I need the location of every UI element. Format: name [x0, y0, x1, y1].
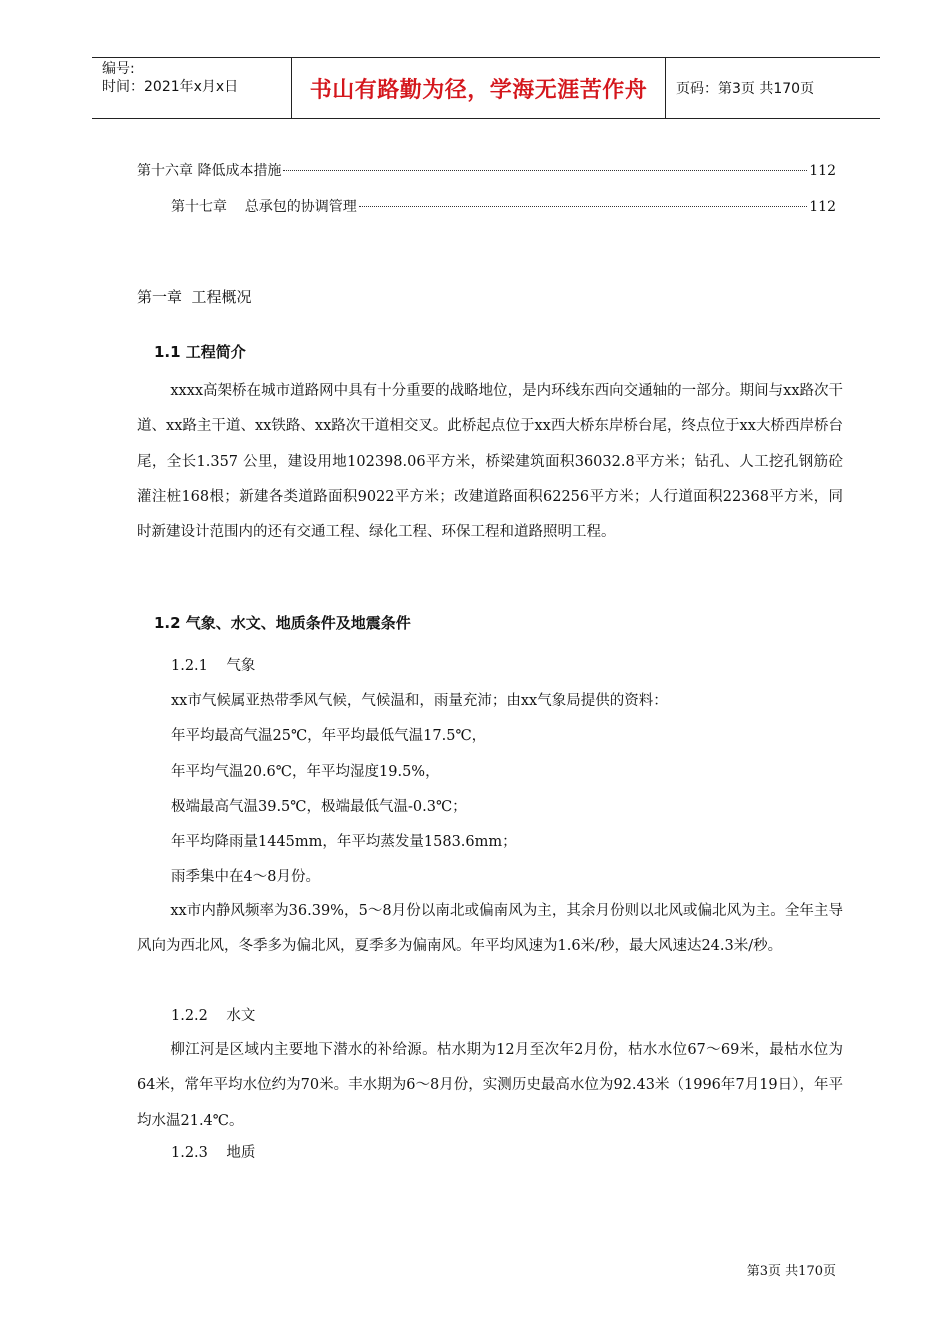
toc-leader-dots: [283, 169, 807, 171]
subsection-geology-title: 1.2.3 地质: [171, 1145, 256, 1161]
hydrology-paragraph: 柳江河是区域内主要地下潜水的补给源。枯水期为12月至次年2月份，枯水水位67～69米，最枯水位为64米，常年平均水位约为70米。丰水期为6～8月份，实测历史最高水位为92.43米（1996年7月19日），年平均水温21.4℃。: [137, 1042, 843, 1129]
toc-entry-page: 112: [809, 199, 836, 215]
chapter-title: 第一章 工程概况: [137, 288, 252, 306]
code-label: 编号:: [102, 61, 135, 77]
weather-line-2: 年平均气温20.6℃，年平均湿度19.5%，: [171, 764, 440, 780]
weather-intro: xx市气候属亚热带季风气候，气候温和，雨量充沛；由xx气象局提供的资料：: [171, 693, 668, 709]
weather-line-3: 极端最高气温39.5℃，极端最低气温-0.3℃；: [171, 799, 467, 815]
toc-entry-title: 第十六章 降低成本措施: [137, 163, 282, 179]
page-header: [92, 57, 880, 119]
time-label: 时间：2021年x月x日: [102, 79, 239, 95]
header-motto: 书山有路勤为径，学海无涯苦作舟: [292, 58, 666, 118]
toc-entry-page: 112: [809, 163, 836, 179]
weather-line-1: 年平均最高气温25℃，年平均最低气温17.5℃，: [171, 728, 487, 744]
toc-entry-title: 第十七章 总承包的协调管理: [171, 199, 357, 215]
subsection-hydrology-title: 1.2.2 水文: [171, 1008, 256, 1024]
weather-line-5: 雨季集中在4～8月份。: [171, 869, 320, 885]
header-meta: [92, 58, 292, 118]
section-1-2-title: 1.2 气象、水文、地质条件及地震条件: [154, 614, 411, 632]
toc-leader-dots: [359, 205, 807, 207]
section-1-1-title: 1.1 工程简介: [154, 343, 246, 361]
toc-entry-16[interactable]: [137, 161, 836, 181]
wind-paragraph: xx市内静风频率为36.39%，5～8月份以南北或偏南风为主，其余月份则以北风或偏北风为主。全年主导风向为西北风，冬季多为偏北风，夏季多为偏南风。年平均风速为1.6米/秒，最大风速达24.3米/秒。: [137, 903, 843, 955]
section-1-1-paragraph: xxxx高架桥在城市道路网中具有十分重要的战略地位，是内环线东西向交通轴的一部分。期间与xx路次干道、xx路主干道、xx铁路、xx路次干道相交叉。此桥起点位于xx西大桥东岸桥台尾，终点位于xx大桥西岸桥台尾，全长1.357 公里，建设用地102398.06平方米，桥梁建筑面积36032.8平方米；钻孔、人工挖孔钢筋砼灌注桩168根；新建各类道路面积9022平方米；改建道路面积62256平方米；人行道面积22368平方米，同时新建设计范围内的还有交通工程、绿化工程、环保工程和道路照明工程。: [137, 383, 843, 541]
weather-line-4: 年平均降雨量1445mm，年平均蒸发量1583.6mm；: [171, 834, 517, 850]
header-page-label: 页码：第3页 共170页: [676, 81, 815, 97]
subsection-weather-title: 1.2.1 气象: [171, 658, 256, 674]
toc-entry-17[interactable]: [171, 197, 836, 217]
page-footer: 第3页 共170页: [746, 1264, 836, 1279]
